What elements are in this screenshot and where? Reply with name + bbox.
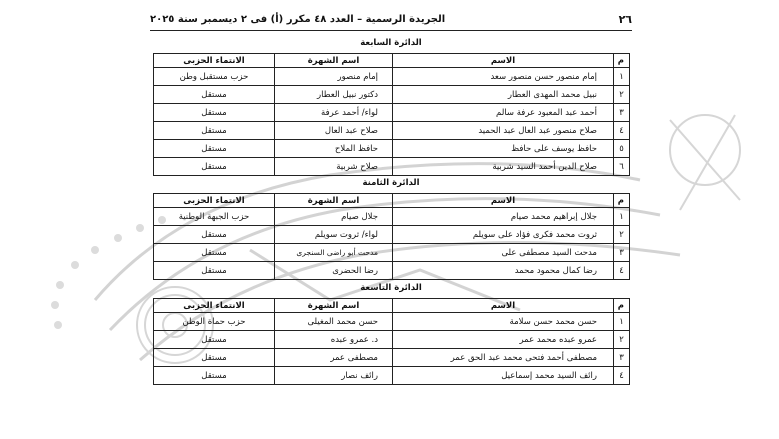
col-header-party: الانتماء الحزبى xyxy=(154,299,275,313)
section-title-district-9: الدائرة التاسعة xyxy=(360,283,422,293)
table-row xyxy=(154,104,630,122)
col-header-number: م xyxy=(614,299,630,313)
cell-party: مستقل xyxy=(154,331,275,349)
header-divider xyxy=(150,30,632,31)
cell-name: ثروت محمد فكرى فؤاد على سويلم xyxy=(393,226,614,244)
col-header-name: الاسم xyxy=(393,299,614,313)
cell-fame: جلال صيام xyxy=(275,208,393,226)
table-row xyxy=(154,331,630,349)
table-row xyxy=(154,226,630,244)
cell-fame: صلاح عبد العال xyxy=(275,122,393,140)
cell-fame: رائف نصار xyxy=(275,367,393,385)
cell-name: حسن محمد حسن سلامة xyxy=(393,313,614,331)
cell-name: صلاح منصور عبد العال عبد الحميد xyxy=(393,122,614,140)
table-row xyxy=(154,140,630,158)
col-header-fame: اسم الشهرة xyxy=(275,54,393,68)
cell-number: ٦ xyxy=(614,158,630,176)
col-header-party: الانتماء الحزبى xyxy=(154,54,275,68)
cell-number: ٣ xyxy=(614,349,630,367)
cell-party: مستقل xyxy=(154,367,275,385)
cell-fame: د. عمرو عبده xyxy=(275,331,393,349)
cell-number: ٥ xyxy=(614,140,630,158)
publication-title: الجريدة الرسمية – العدد ٤٨ مكرر (أ) فى ٢ ديسمبر سنة ٢٠٢٥ xyxy=(150,13,446,25)
cell-number: ١ xyxy=(614,208,630,226)
table-row xyxy=(154,208,630,226)
table-row xyxy=(154,313,630,331)
table-row xyxy=(154,244,630,262)
cell-party: مستقل xyxy=(154,262,275,280)
table-row xyxy=(154,262,630,280)
cell-number: ٢ xyxy=(614,226,630,244)
cell-party: مستقل xyxy=(154,244,275,262)
cell-name: مصطفى أحمد فتحى محمد عبد الحق عمر xyxy=(393,349,614,367)
table-district-7 xyxy=(153,53,630,176)
cell-name: حافظ يوسف على حافظ xyxy=(393,140,614,158)
table-row xyxy=(154,122,630,140)
cell-party: مستقل xyxy=(154,86,275,104)
table-district-8 xyxy=(153,193,630,280)
cell-fame: رضا الحضرى xyxy=(275,262,393,280)
col-header-fame: اسم الشهرة xyxy=(275,299,393,313)
col-header-party: الانتماء الحزبى xyxy=(154,194,275,208)
cell-name: عمرو عبده محمد عمر xyxy=(393,331,614,349)
cell-number: ١ xyxy=(614,313,630,331)
cell-party: مستقل xyxy=(154,104,275,122)
cell-party: حزب حماة الوطن xyxy=(154,313,275,331)
cell-name: رضا كمال محمود محمد xyxy=(393,262,614,280)
cell-fame: لواء/ ثروت سويلم xyxy=(275,226,393,244)
cell-number: ٣ xyxy=(614,104,630,122)
cell-number: ٣ xyxy=(614,244,630,262)
cell-name: صلاح الدين أحمد السيد شربية xyxy=(393,158,614,176)
cell-fame: حسن محمد المغيلى xyxy=(275,313,393,331)
cell-name: نبيل محمد المهدى العطار xyxy=(393,86,614,104)
table-row xyxy=(154,367,630,385)
col-header-name: الاسم xyxy=(393,54,614,68)
cell-name: جلال إبراهيم محمد صيام xyxy=(393,208,614,226)
cell-name: أحمد عبد المعبود عرفة سالم xyxy=(393,104,614,122)
table-row xyxy=(154,86,630,104)
cell-fame: مدحت أبو راضى السنجرى xyxy=(275,244,393,262)
page-header xyxy=(150,10,632,28)
cell-party: مستقل xyxy=(154,122,275,140)
cell-fame: مصطفى عمر xyxy=(275,349,393,367)
col-header-number: م xyxy=(614,54,630,68)
cell-party: مستقل xyxy=(154,158,275,176)
cell-fame: إمام منصور xyxy=(275,68,393,86)
cell-name: إمام منصور حسن منصور سعد xyxy=(393,68,614,86)
section-title-district-7: الدائرة السابعة xyxy=(360,38,422,48)
col-header-fame: اسم الشهرة xyxy=(275,194,393,208)
cell-fame: دكتور نبيل العطار xyxy=(275,86,393,104)
cell-fame: لواء/ أحمد عرفة xyxy=(275,104,393,122)
cell-fame: حافظ الملاح xyxy=(275,140,393,158)
cell-party: حزب الجبهة الوطنية xyxy=(154,208,275,226)
cell-party: مستقل xyxy=(154,349,275,367)
col-header-name: الاسم xyxy=(393,194,614,208)
cell-number: ٤ xyxy=(614,367,630,385)
page-number: ٢٦ xyxy=(618,12,632,26)
cell-number: ١ xyxy=(614,68,630,86)
cell-number: ٢ xyxy=(614,331,630,349)
cell-fame: صلاح شربية xyxy=(275,158,393,176)
cell-party: مستقل xyxy=(154,226,275,244)
cell-party: مستقل xyxy=(154,140,275,158)
table-row xyxy=(154,158,630,176)
cell-number: ٢ xyxy=(614,86,630,104)
table-district-9 xyxy=(153,298,630,385)
cell-name: مدحت السيد مصطفى على xyxy=(393,244,614,262)
cell-name: رائف السيد محمد إسماعيل xyxy=(393,367,614,385)
table-row xyxy=(154,68,630,86)
table-row xyxy=(154,349,630,367)
section-title-district-8: الدائرة الثامنة xyxy=(362,178,420,188)
cell-number: ٤ xyxy=(614,262,630,280)
cell-number: ٤ xyxy=(614,122,630,140)
col-header-number: م xyxy=(614,194,630,208)
cell-party: حزب مستقبل وطن xyxy=(154,68,275,86)
